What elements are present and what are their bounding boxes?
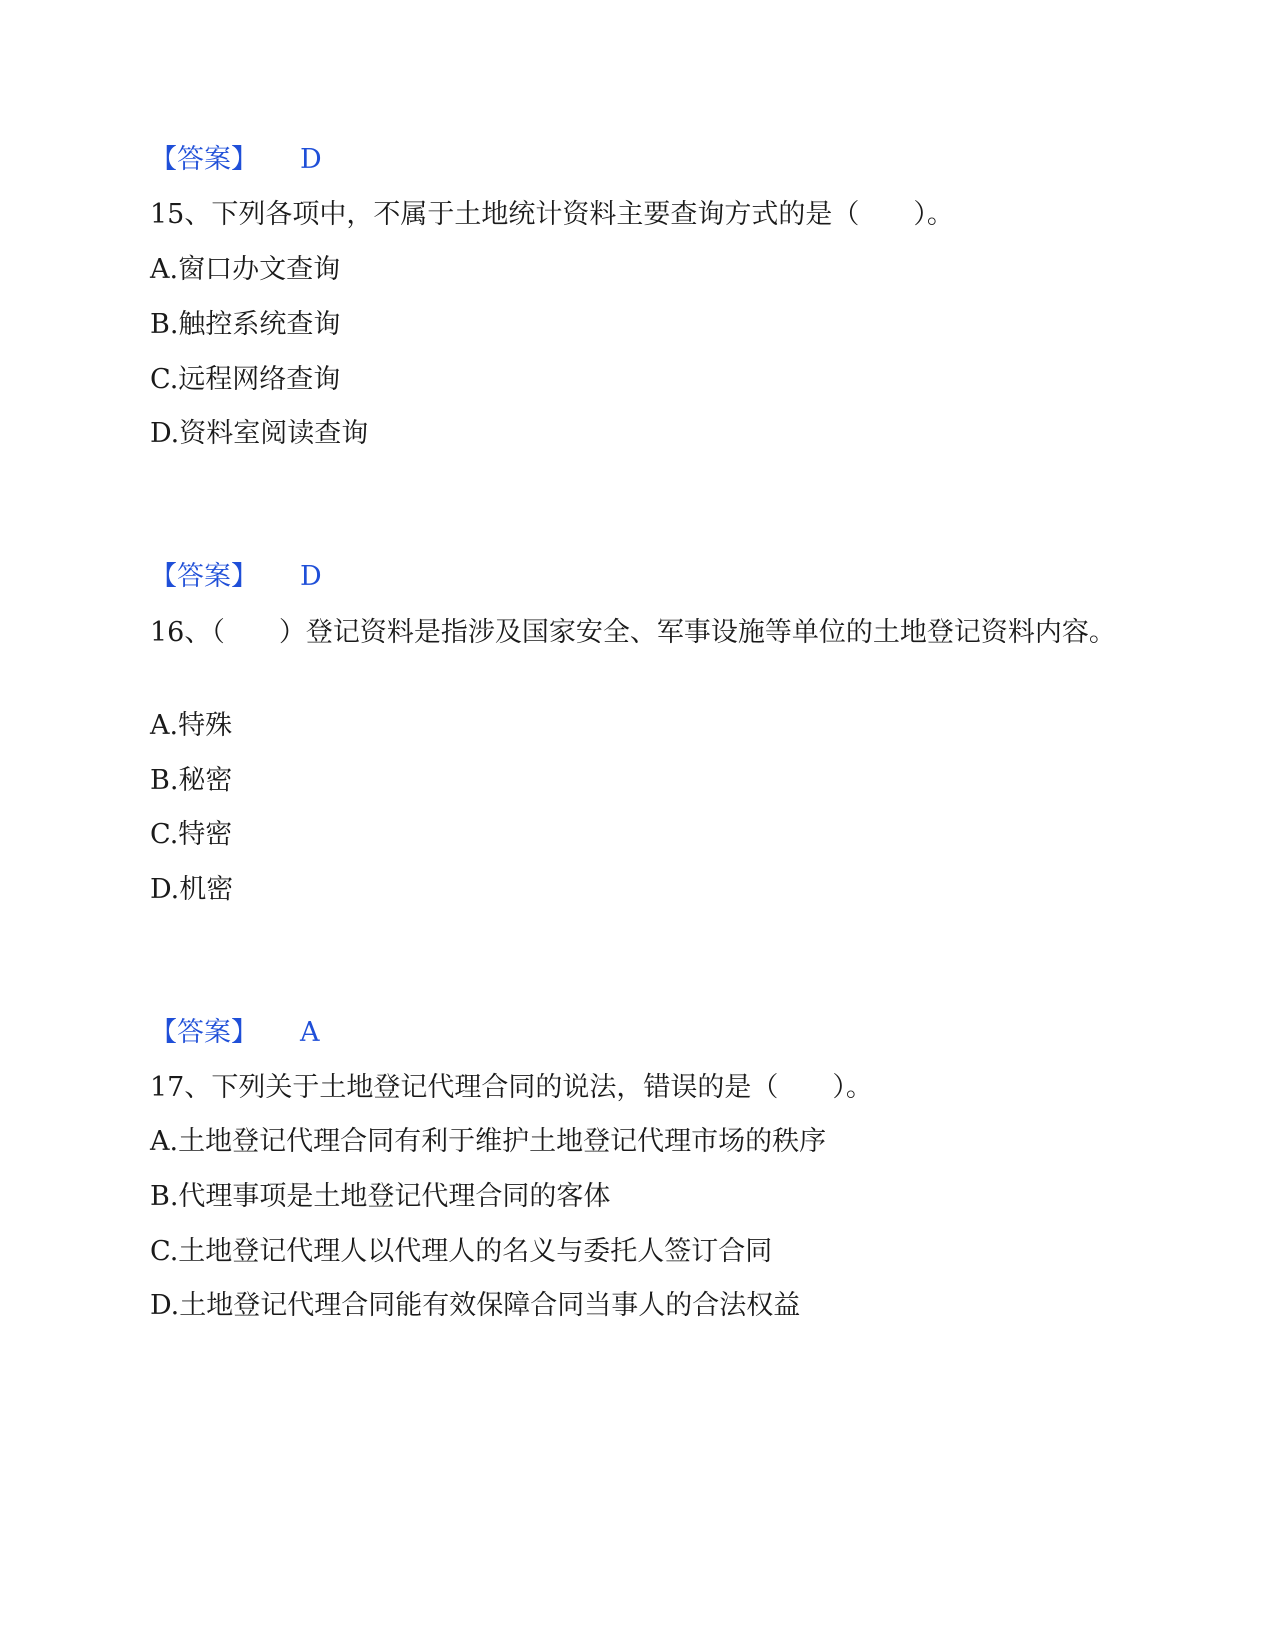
option-d: D.资料室阅读查询 — [150, 418, 369, 449]
question-text: 15、下列各项中，不属于土地统计资料主要查询方式的是（ ）。 — [150, 199, 954, 230]
question-text: 16、（ ）登记资料是指涉及国家安全、军事设施等单位的土地登记资料内容。 — [150, 617, 1116, 648]
answer-row — [150, 140, 322, 180]
answer-value: D — [300, 144, 322, 175]
answer-value: D — [300, 561, 322, 592]
option-d: D.土地登记代理合同能有效保障合同当事人的合法权益 — [150, 1290, 801, 1321]
option-a: A.特殊 — [150, 710, 233, 741]
option-b: B.秘密 — [150, 765, 233, 796]
question-text: 17、下列关于土地登记代理合同的说法，错误的是（ ）。 — [150, 1072, 873, 1103]
option-c: C.远程网络查询 — [150, 364, 341, 395]
answer-row — [150, 1013, 320, 1053]
answer-label: 【答案】 — [150, 144, 258, 175]
answer-label: 【答案】 — [150, 1017, 258, 1048]
option-a: A.窗口办文查询 — [150, 254, 341, 285]
option-c: C.土地登记代理人以代理人的名义与委托人签订合同 — [150, 1236, 773, 1267]
answer-label: 【答案】 — [150, 561, 258, 592]
option-a: A.土地登记代理合同有利于维护土地登记代理市场的秩序 — [150, 1126, 827, 1157]
option-b: B.触控系统查询 — [150, 309, 341, 340]
answer-row — [150, 557, 322, 597]
option-c: C.特密 — [150, 819, 233, 850]
option-d: D.机密 — [150, 874, 234, 905]
option-b: B.代理事项是土地登记代理合同的客体 — [150, 1181, 611, 1212]
answer-value: A — [300, 1017, 320, 1048]
